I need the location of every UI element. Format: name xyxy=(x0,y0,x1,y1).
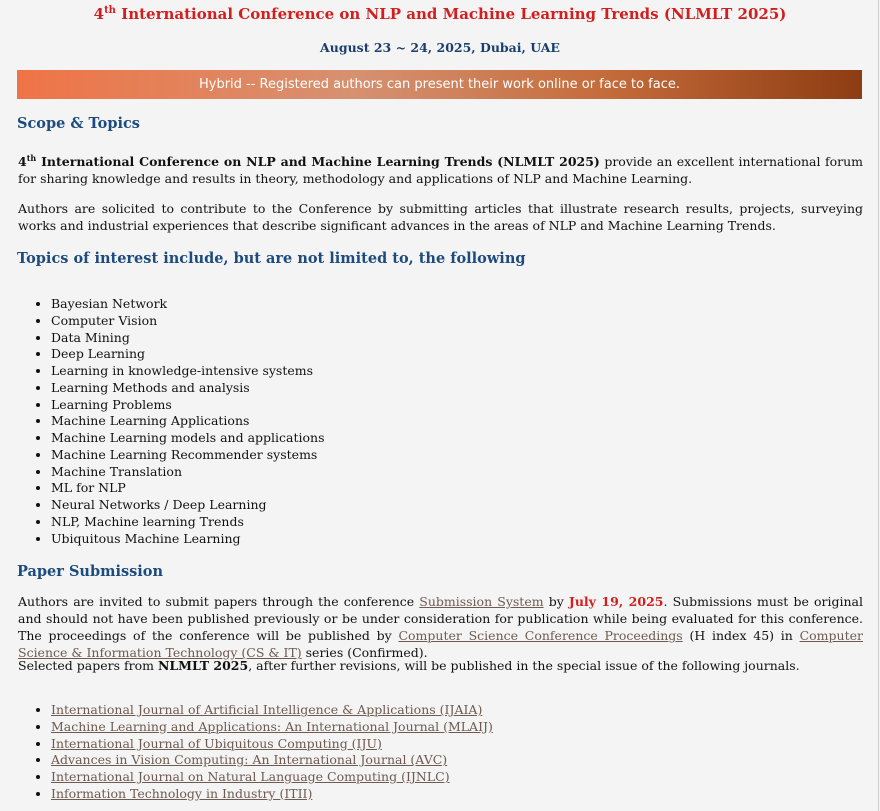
scope-paragraph-2: Authors are solicited to contribute to the Conference by submitting articles that illustrate research results, projects, surveying works and industrial experiences that describe significant advances in the areas of NLP and Machine Learning Trends. xyxy=(18,201,863,233)
topic-item: • Machine Translation xyxy=(51,464,324,481)
submission-text-2: by xyxy=(543,594,569,609)
submission-text-4: (H index 45) in xyxy=(682,628,800,643)
topic-item: • Bayesian Network xyxy=(51,296,324,313)
title-ordinal: 4 xyxy=(93,5,105,23)
selected-conference-acronym: NLMLT 2025 xyxy=(157,658,249,673)
journal-item xyxy=(51,702,493,719)
journal-link[interactable]: Advances in Vision Computing: An International Journal (AVC) xyxy=(51,752,448,768)
topic-item: • Learning in knowledge-intensive systems xyxy=(51,363,324,380)
topic-item: • Learning Problems xyxy=(51,397,324,414)
scope-ordinal: 4 xyxy=(18,154,27,169)
scope-title-bold xyxy=(18,154,600,169)
topic-item: • Ubiquitous Machine Learning xyxy=(51,531,324,548)
submission-text-1: Authors are invited to submit papers through the conference xyxy=(18,594,420,609)
topic-item: • Machine Learning Recommender systems xyxy=(51,447,324,464)
topic-item: • Neural Networks / Deep Learning xyxy=(51,497,324,514)
topic-item: • Machine Learning models and applications xyxy=(51,430,324,447)
title-ordinal-suffix: th xyxy=(104,5,116,16)
title-text: International Conference on NLP and Machine Learning Trends (NLMLT 2025) xyxy=(115,5,787,23)
proceedings-link[interactable]: Computer Science Conference Proceedings xyxy=(398,628,683,643)
scope-conference-name: International Conference on NLP and Machine Learning Trends (NLMLT 2025) xyxy=(36,154,600,169)
journal-item xyxy=(51,752,493,769)
scope-heading: Scope & Topics xyxy=(17,115,140,132)
topic-item: • NLP, Machine learning Trends xyxy=(51,514,324,531)
journal-link[interactable]: Machine Learning and Applications: An International Journal (MLAIJ) xyxy=(51,718,493,734)
journal-link[interactable]: International Journal on Natural Language Computing (IJNLC) xyxy=(51,769,450,784)
submission-text-3: . Submissions must be original and should not have been published previously or be under consideration for publication while being evaluated for this conference. The proceedings of the conference will be published by xyxy=(18,594,863,643)
journal-item xyxy=(51,719,493,736)
submission-heading: Paper Submission xyxy=(17,563,164,580)
submission-paragraph xyxy=(18,593,863,661)
journal-item xyxy=(51,786,493,803)
journal-link[interactable]: International Journal of Artificial Intelligence & Applications (IJAIA) xyxy=(51,702,483,717)
hybrid-banner: Hybrid -- Registered authors can present their work online or face to face. xyxy=(17,70,862,99)
submission-deadline: July 19, 2025 xyxy=(568,594,664,609)
topic-item: • Learning Methods and analysis xyxy=(51,380,324,397)
topic-item: • ML for NLP xyxy=(51,480,324,497)
submission-text-5: series (Confirmed). xyxy=(301,645,428,660)
scope-ordinal-suffix: th xyxy=(26,153,37,163)
journal-item xyxy=(51,769,493,786)
selected-text-2: , after further revisions, will be published in the special issue of the following journals. xyxy=(248,658,800,673)
topic-item: • Data Mining xyxy=(51,330,324,347)
cs-it-series-link[interactable]: Computer Science & Information Technology (CS & IT) xyxy=(18,628,863,660)
selected-text-1: Selected papers from xyxy=(18,658,158,673)
selected-papers-paragraph xyxy=(18,657,863,674)
scope-paragraph-1-text: provide an excellent international forum for sharing knowledge and results in theory, methodology and applications of NLP and Machine Learning. xyxy=(18,154,864,186)
journal-link[interactable]: Information Technology in Industry (ITII) xyxy=(51,785,313,801)
topic-item: • Machine Learning Applications xyxy=(51,413,324,430)
topics-heading: Topics of interest include, but are not limited to, the following xyxy=(17,250,526,267)
journal-link[interactable]: International Journal of Ubiquitous Computing (IJU) xyxy=(51,735,382,751)
topic-item: • Deep Learning xyxy=(51,346,324,363)
conference-title xyxy=(0,5,880,23)
journals-list xyxy=(17,702,493,803)
topic-item: • Computer Vision xyxy=(51,313,324,330)
submission-system-link[interactable]: Submission System xyxy=(419,594,544,609)
conference-dates: August 23 ~ 24, 2025, Dubai, UAE xyxy=(320,40,560,55)
topics-list xyxy=(17,296,324,547)
scope-paragraph-1 xyxy=(18,150,863,187)
journal-item xyxy=(51,736,493,753)
